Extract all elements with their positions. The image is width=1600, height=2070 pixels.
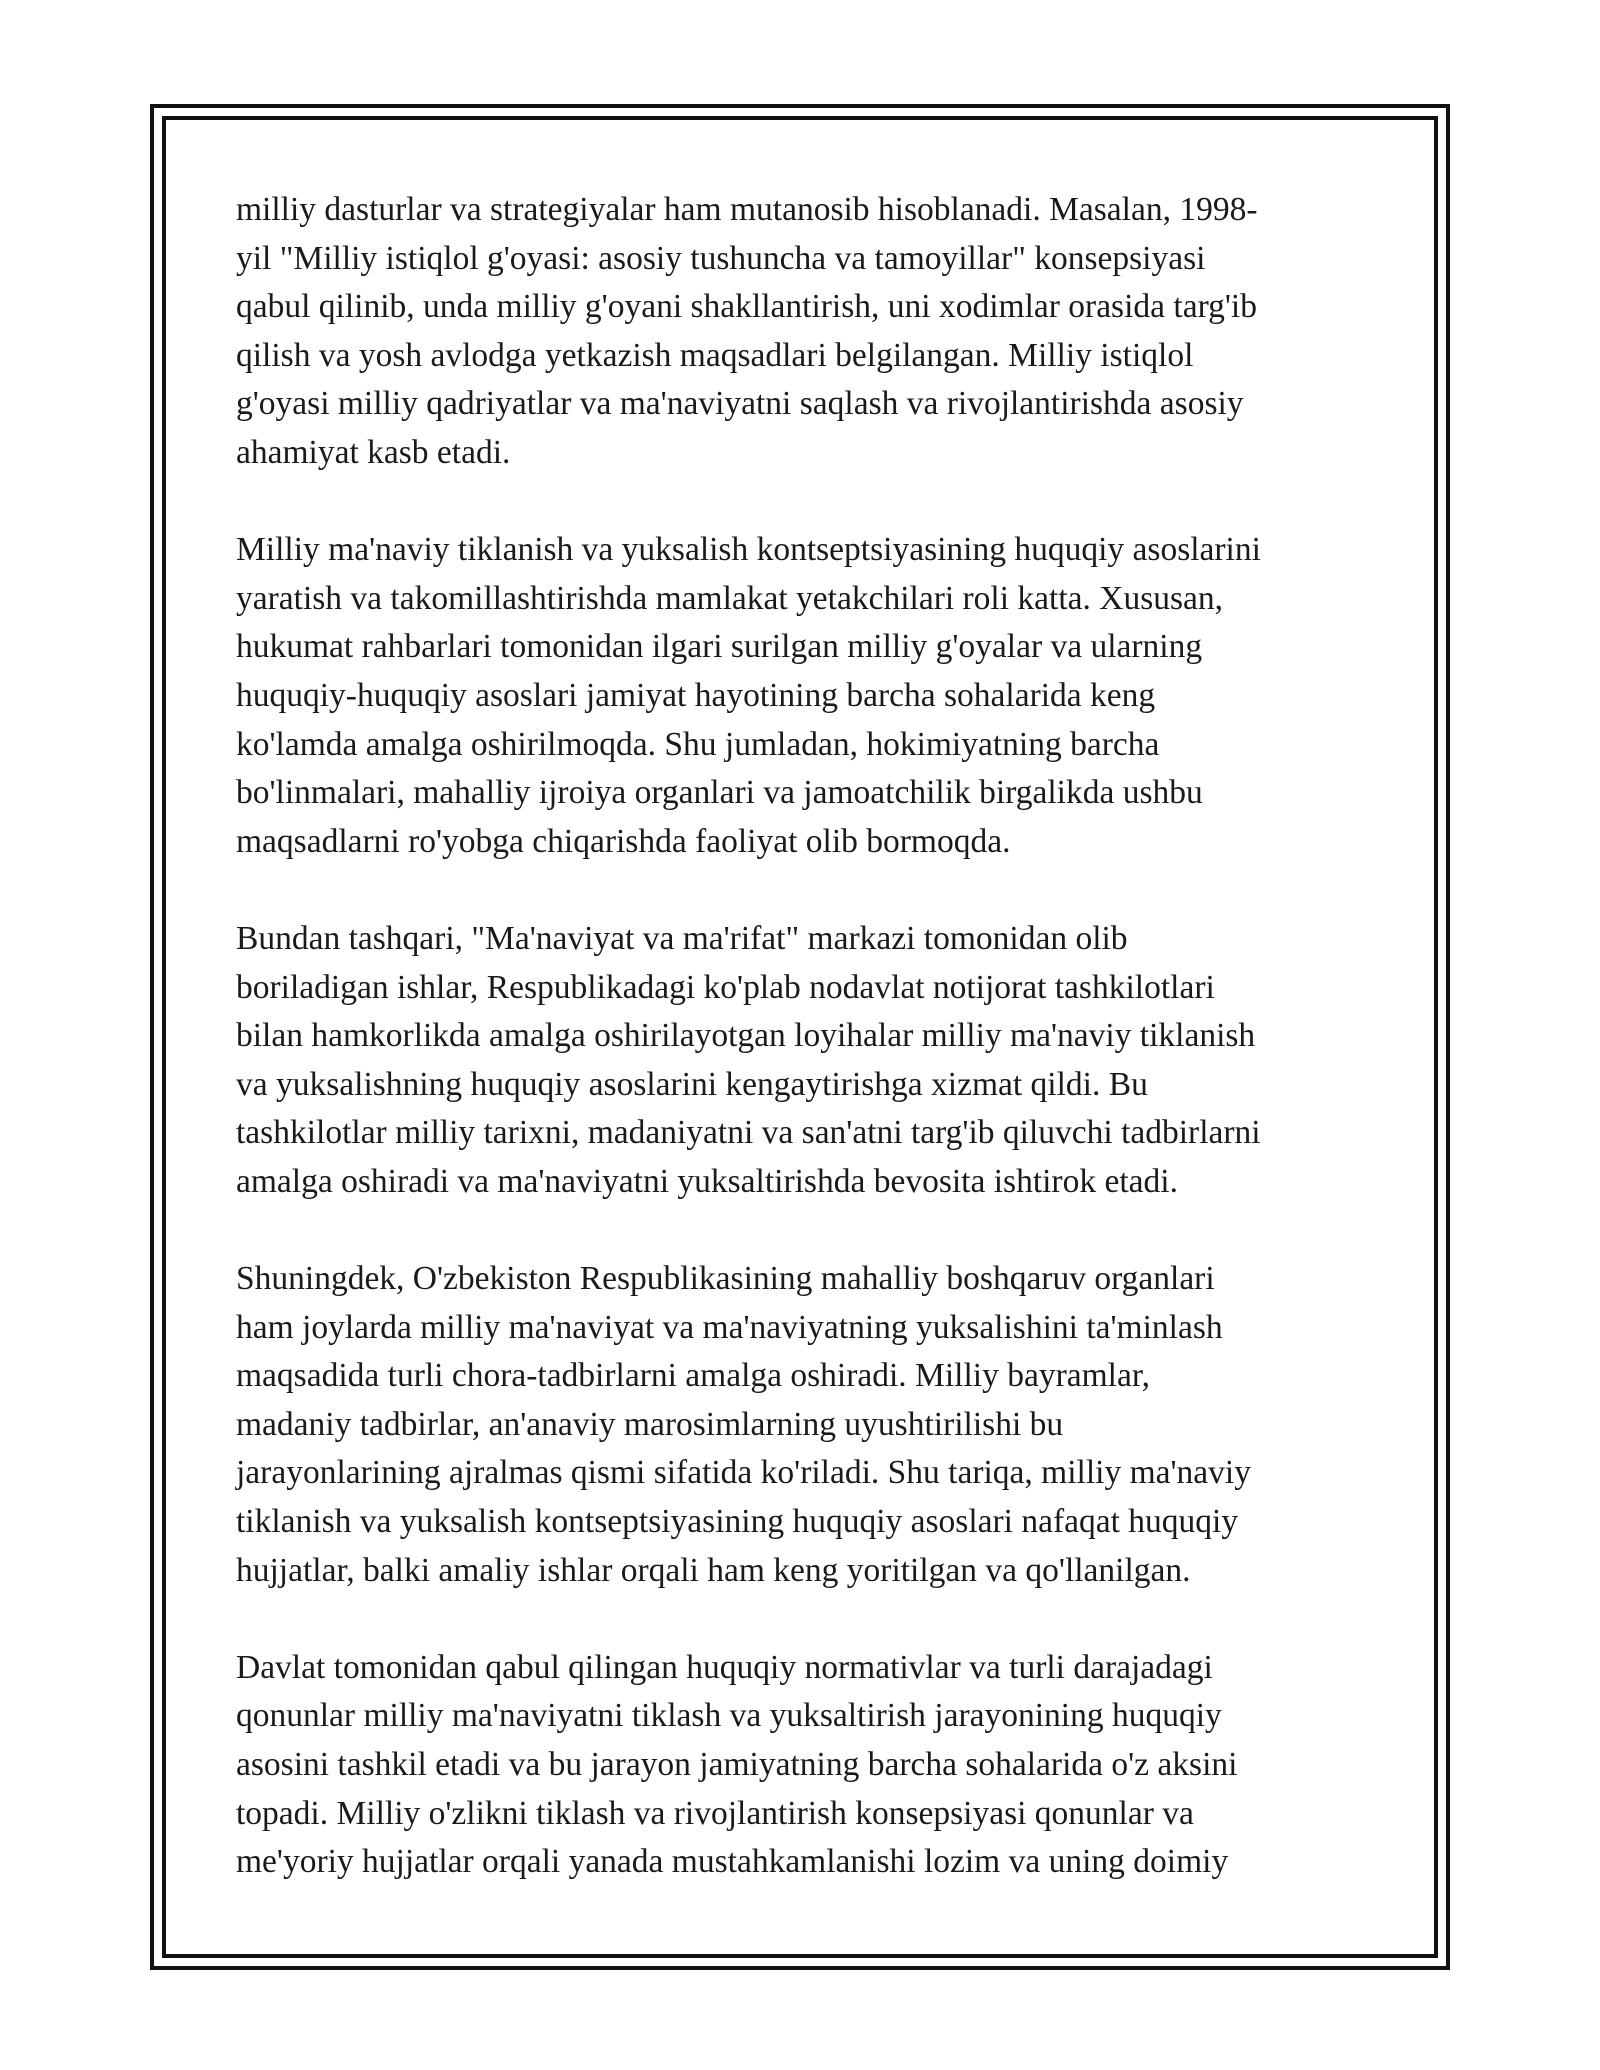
paragraph-3: Bundan tashqari, "Ma'naviyat va ma'rifat" markazi tomonidan olib boriladigan ishlar, Respublikadagi ko'plab nodavlat notijorat tashkilotlari bilan hamkorlikda amalga oshirilayotgan loyihalar milliy ma'naviy tiklanish va yuksalishning huquqiy asoslarini kengaytirishga xizmat qildi. Bu tashkilotlar milliy tarixni, madaniyatni va san'atni targ'ib qiluvchi tadbirlarni amalga oshiradi va ma'naviyatni yuksaltirishda bevosita ishtirok etadi. <box>236 919 1261 1200</box>
paragraph-5: Davlat tomonidan qabul qilingan huquqiy normativlar va turli darajadagi qonunlar milliy ma'naviyatni tiklash va yuksaltirish jarayonining huquqiy asosini tashkil etadi va bu jarayon jamiyatning barcha sohalarida o'z aksini topadi. Milliy o'zlikni tiklash va rivojlantirish konsepsiyasi qonunlar va me'yoriy hujjatlar orqali yanada mustahkamlanishi lozim va uning doimiy <box>236 1648 1238 1881</box>
paragraph-4: Shuningdek, O'zbekiston Respublikasining mahalliy boshqaruv organlari ham joylarda milliy ma'naviyat va ma'naviyatning yuksalishini ta'minlash maqsadida turli chora-tadbirlarni amalga oshiradi. Milliy bayramlar, madaniy tadbirlar, an'anaviy marosimlarning uyushtirilishi bu jarayonlarining ajralmas qismi sifatida ko'riladi. Shu tariqa, milliy ma'naviy tiklanish va yuksalish kontseptsiyasining huquqiy asoslari nafaqat huquqiy hujjatlar, balki amaliy ishlar orqali ham keng yoritilgan va qo'llanilgan. <box>236 1260 1251 1589</box>
paragraph-1: milliy dasturlar va strategiyalar ham mutanosib hisoblanadi. Masalan, 1998- yil "Milliy istiqlol g'oyasi: asosiy tushuncha va tamoyillar" konsepsiyasi qabul qilinib, unda milliy g'oyani shakllantirish, uni xodimlar orasida targ'ib qilish va yosh avlodga yetkazish maqsadlari belgilangan. Milliy istiqlol g'oyasi milliy qadriyatlar va ma'naviyatni saqlash va rivojlantirishda asosiy ahamiyat kasb etadi. <box>236 191 1258 471</box>
document-body <box>236 186 1366 1935</box>
paragraph-2: Milliy ma'naviy tiklanish va yuksalish kontseptsiyasining huquqiy asoslarini yaratish va takomillashtirishda mamlakat yetakchilari roli katta. Xususan, hukumat rahbarlari tomonidan ilgari surilgan milliy g'oyalar va ularning huquqiy-huquqiy asoslari jamiyat hayotining barcha sohalarida keng ko'lamda amalga oshirilmoqda. Shu jumladan, hokimiyatning barcha bo'linmalari, mahalliy ijroiya organlari va jamoatchilik birgalikda ushbu maqsadlarni ro'yobga chiqarishda faoliyat olib bormoqda. <box>236 531 1261 860</box>
